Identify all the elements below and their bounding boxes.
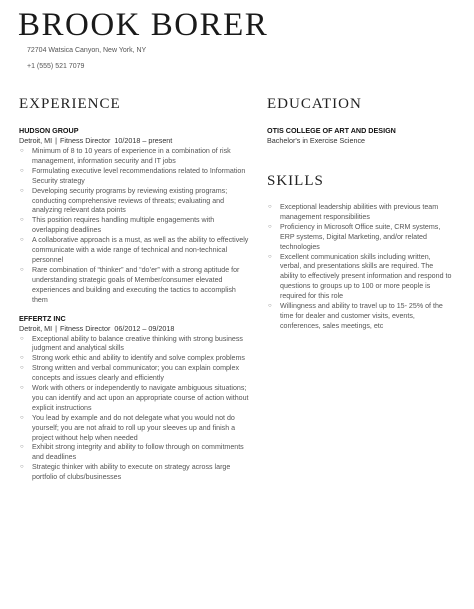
job-location: Detroit, MI — [19, 323, 53, 333]
list-item: ○ Strategic thinker with ability to execute on strategy across large portfolio of clubs/businesses — [19, 463, 249, 483]
list-item: ○ Minimum of 8 to 10 years of experience in a combination of risk management, information security and IT jobs — [19, 147, 249, 167]
list-item: ○ Exceptional leadership abilities with previous team management responsibilities — [267, 203, 453, 223]
job-meta — [19, 136, 249, 146]
experience-heading: EXPERIENCE — [19, 96, 121, 112]
skills-section — [267, 202, 453, 332]
job-company: HUDSON GROUP — [19, 126, 79, 135]
education-section — [267, 126, 459, 146]
candidate-name: BROOK BORER — [18, 7, 269, 43]
job-bullets — [19, 335, 249, 484]
job-entry — [19, 314, 249, 484]
job-separator: | — [55, 136, 58, 145]
job-entry — [19, 126, 249, 306]
education-heading: EDUCATION — [267, 96, 362, 112]
school-name: OTIS COLLEGE OF ART AND DESIGN — [267, 126, 396, 135]
phone-text: +1 (555) 521 7079 — [27, 63, 85, 70]
degree-text: Bachelor's in Exercise Science — [267, 136, 366, 145]
job-company: EFFERTZ INC — [19, 313, 66, 323]
list-item: ○ Formulating executive level recommendations related to Information Security strategy — [19, 167, 249, 187]
list-item: ○ This position requires handling multiple engagements with overlapping deadlines — [19, 216, 249, 236]
skills-list — [267, 203, 453, 332]
job-dates: 06/2012 – 09/2018 — [114, 323, 175, 333]
job-bullets — [19, 147, 249, 306]
job-role: Fitness Director — [60, 136, 111, 145]
list-item: ○ Work with others or independently to navigate ambiguous situations; you can identify and act upon an appropriate course of action without explicit instructions — [19, 384, 249, 414]
list-item: ○ Exhibit strong integrity and ability to follow through on commitments and deadlines — [19, 443, 249, 463]
list-item: ○ Exceptional ability to balance creative thinking with strong business judgment and analytical skills — [19, 335, 249, 355]
list-item: ○ A collaborative approach is a must, as well as the ability to effectively communicate with a wide range of technical and non-technical personnel — [19, 236, 249, 266]
list-item: ○ Willingness and ability to travel up to 15- 25% of the time for dealer and customer visits, events, conferences, sales meetings, etc — [267, 302, 453, 332]
job-location: Detroit, MI — [19, 136, 53, 145]
list-item: ○ Developing security programs by reviewing existing programs; conducting comprehensive reviews of threats; evaluating and analyzing relevant data points — [19, 187, 249, 217]
address-text: 72704 Watsica Canyon, New York, NY — [27, 47, 147, 54]
list-item: ○ Excellent communication skills including written, verbal, and presentations skills are required. The ability to effectively present information and respond to questions to groups up to 100 or more people is required for this role — [267, 253, 453, 303]
skills-heading: SKILLS — [267, 173, 324, 189]
list-item: ○ Rare combination of “thinker” and “do’er” with a strong aptitude for understanding strategic goals of Member/consumer elevated experiences and building and executing the tactics to accomplish them — [19, 266, 249, 306]
experience-section — [19, 126, 249, 483]
job-meta — [19, 324, 249, 334]
job-dates: 10/2018 – present — [114, 136, 173, 145]
list-item: ○ Strong written and verbal communicator; you can explain complex concepts and issues clearly and efficiently — [19, 364, 249, 384]
list-item: ○ Strong work ethic and ability to identify and solve complex problems — [19, 354, 249, 364]
job-separator: | — [55, 323, 58, 333]
list-item: ○ You lead by example and do not delegate what you would not do yourself; you are not afraid to roll up your sleeves up and finish a project without help when needed — [19, 414, 249, 444]
job-role: Fitness Director — [60, 323, 111, 333]
list-item: ○ Proficiency in Microsoft Office suite, CRM systems, ERP systems, Digital Marketing, and/or related technologies — [267, 223, 453, 253]
